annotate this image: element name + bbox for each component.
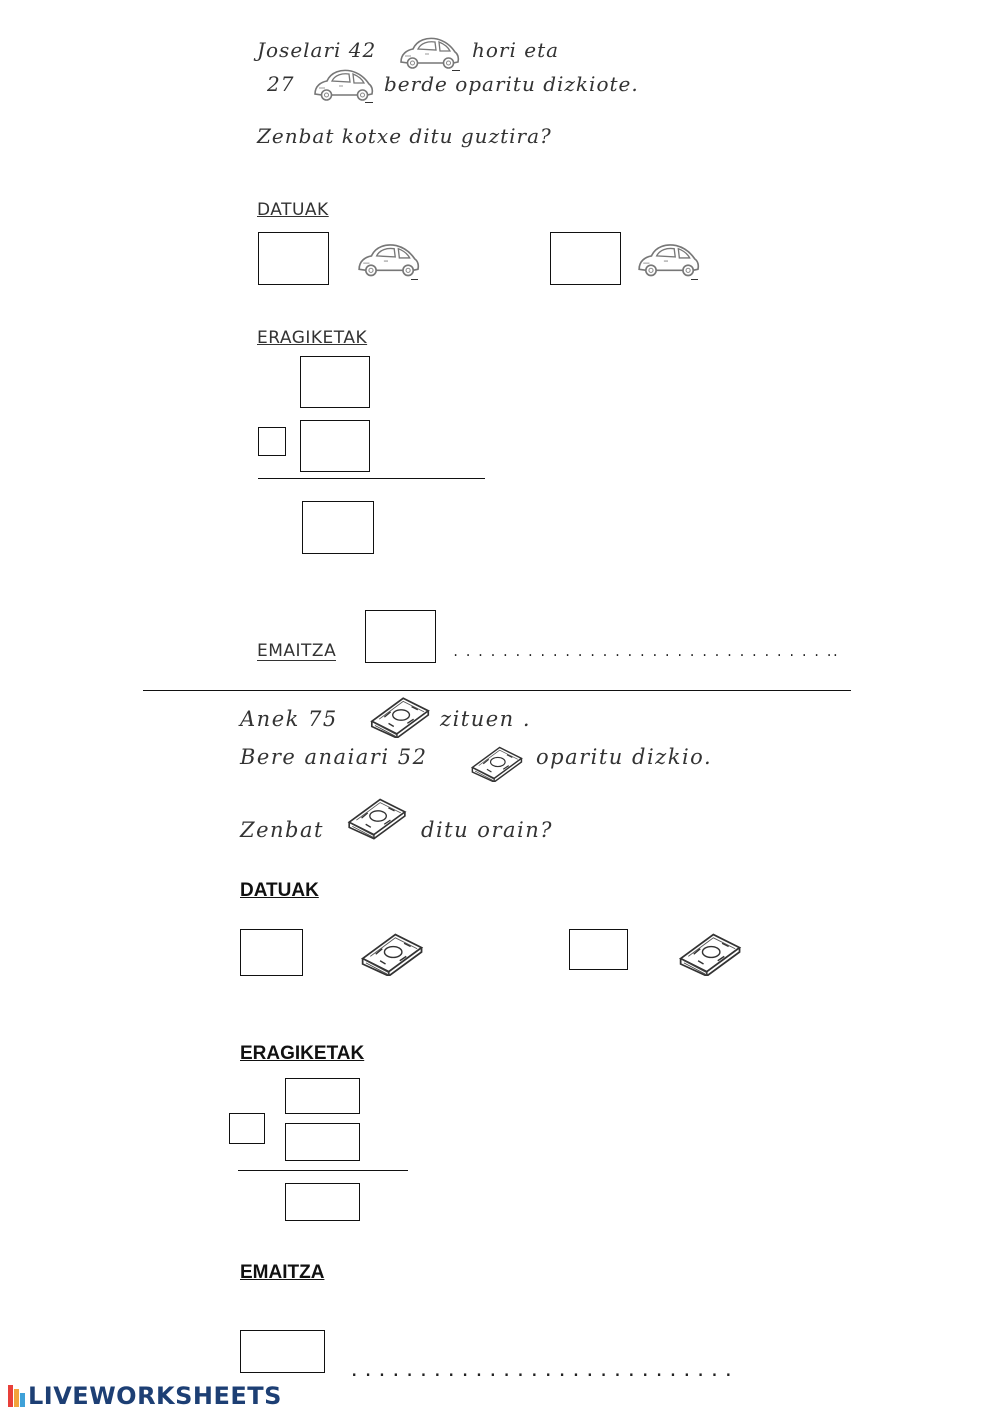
p2-question-end: ditu orain? bbox=[421, 818, 553, 842]
p2-operator-box[interactable] bbox=[229, 1113, 265, 1144]
p2-line2-suffix: oparitu dizkio. bbox=[536, 745, 713, 769]
p1-datuak-box-2[interactable] bbox=[550, 232, 621, 285]
p2-answer-dots[interactable]: . . . . . . . . . . . . . . . . . . . . . . . . . . . . bbox=[350, 1364, 732, 1380]
p1-emaitza-box[interactable] bbox=[365, 610, 436, 663]
p1-eragiketak-heading: ERAGIKETAK bbox=[257, 328, 368, 348]
p1-line1-text: Joselari 42 bbox=[257, 38, 377, 62]
book-icon bbox=[466, 742, 526, 782]
p1-question: Zenbat kotxe ditu guztira? bbox=[257, 124, 552, 148]
p1-operand-box-2[interactable] bbox=[300, 420, 370, 472]
p2-operand-box-2[interactable] bbox=[285, 1123, 360, 1161]
p2-eragiketak-heading: ERAGIKETAK bbox=[240, 1043, 365, 1064]
p1-operand-box-1[interactable] bbox=[300, 356, 370, 408]
p1-result-box[interactable] bbox=[302, 501, 374, 554]
p1-line2-text: berde oparitu dizkiote. bbox=[384, 72, 639, 96]
p2-line2-text: Bere anaiari 52 bbox=[240, 745, 428, 769]
brand-text: LIVEWORKSHEETS bbox=[28, 1382, 282, 1410]
p1-line2-number: 27 bbox=[267, 72, 295, 96]
p1-datuak-box-1[interactable] bbox=[258, 232, 329, 285]
p1-datuak-heading: DATUAK bbox=[257, 200, 329, 220]
car-icon bbox=[355, 238, 421, 280]
car-icon bbox=[310, 64, 376, 104]
section-divider bbox=[143, 690, 851, 691]
minus-mark bbox=[452, 70, 460, 71]
liveworksheets-mark-icon bbox=[8, 1385, 26, 1407]
p1-answer-dots[interactable]: . . . . . . . . . . . . . . . . . . . . . . . . . . . . . . .. bbox=[452, 645, 838, 659]
p2-datuak-heading: DATUAK bbox=[240, 880, 319, 901]
p1-operator-box[interactable] bbox=[258, 427, 286, 456]
book-icon bbox=[343, 792, 409, 840]
p2-emaitza-heading: EMAITZA bbox=[240, 1262, 325, 1283]
p1-line1-suffix: hori eta bbox=[472, 38, 560, 62]
p2-result-box[interactable] bbox=[285, 1183, 360, 1221]
p2-line1-text: Anek 75 bbox=[240, 707, 338, 731]
p2-datuak-box-2[interactable] bbox=[569, 929, 628, 970]
p1-sum-line bbox=[258, 478, 485, 479]
car-icon bbox=[635, 238, 701, 280]
p2-datuak-box-1[interactable] bbox=[240, 929, 303, 976]
minus-mark bbox=[365, 102, 373, 103]
minus-mark bbox=[411, 279, 418, 280]
p2-sum-line bbox=[238, 1170, 408, 1171]
book-icon bbox=[674, 928, 744, 976]
book-icon bbox=[356, 928, 426, 976]
liveworksheets-logo bbox=[8, 1382, 282, 1410]
p2-operand-box-1[interactable] bbox=[285, 1078, 360, 1114]
p2-question-start: Zenbat bbox=[240, 818, 324, 842]
p2-emaitza-box[interactable] bbox=[240, 1330, 325, 1373]
minus-mark bbox=[691, 279, 698, 280]
p2-line1-suffix: zituen . bbox=[440, 707, 532, 731]
car-icon bbox=[396, 32, 462, 72]
book-icon bbox=[364, 692, 434, 738]
p1-emaitza-heading: EMAITZA bbox=[257, 641, 337, 661]
